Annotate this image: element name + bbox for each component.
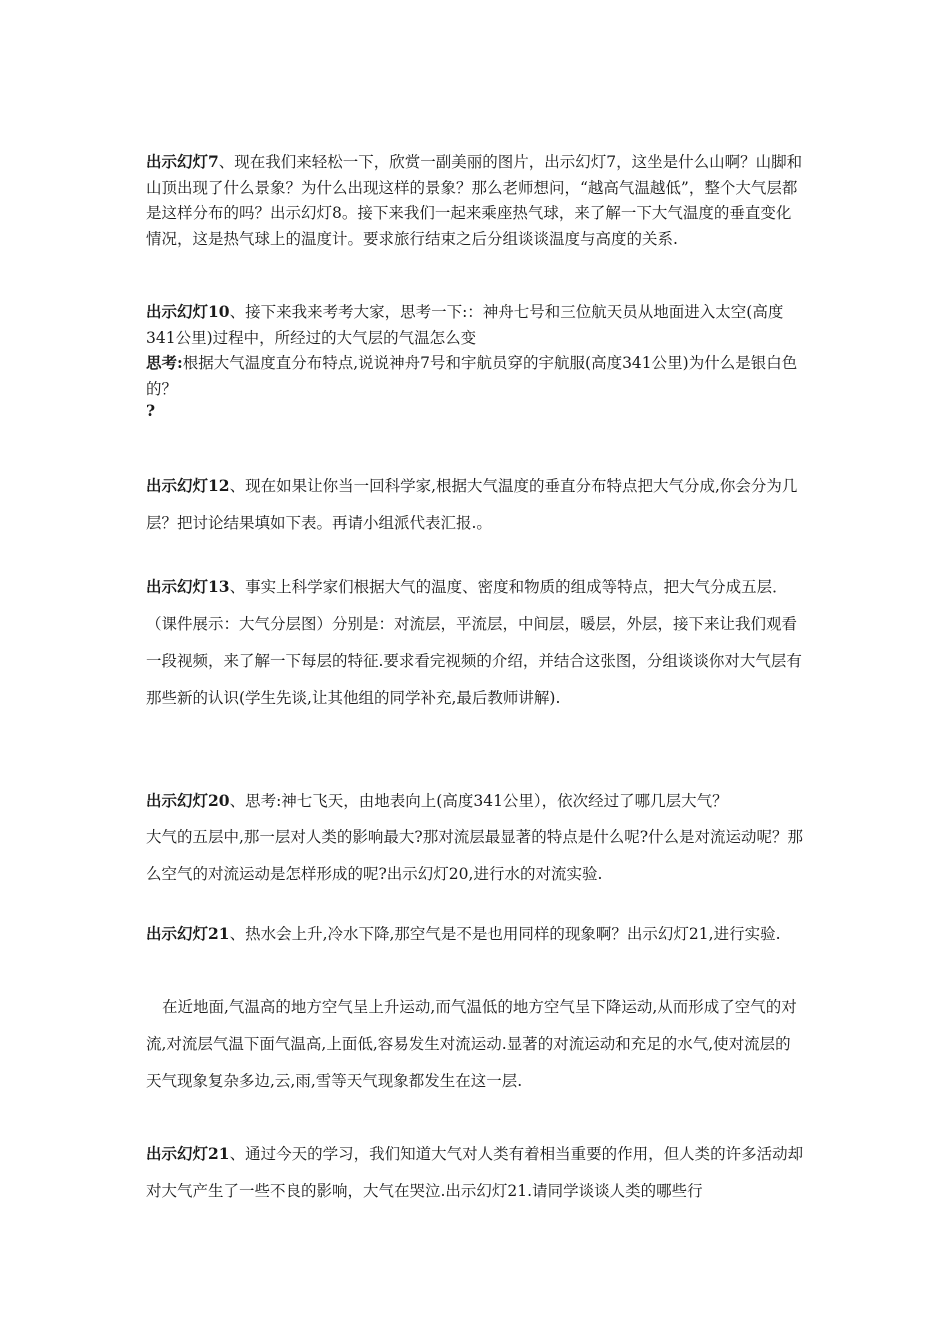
paragraph-text: 、事实上科学家们根据大气的温度、密度和物质的组成等特点，把大气分成五层．（课件展示：大气分层图）分别是：对流层，平流层，中间层，暖层，外层，接下来让我们观看一段视频，来了解一下每层的特征.要求看完视频的介绍，并结合这张图，分组谈谈你对大气层有那些新的认识(学生先谈,让其他组的同学补充,最后教师讲解). bbox=[146, 578, 802, 707]
think-label: 思考: bbox=[146, 353, 183, 372]
slide-label: 出示幻灯13 bbox=[146, 577, 230, 596]
paragraph-text: 、通过今天的学习，我们知道大气对人类有着相当重要的作用，但人类的许多活动却对大气产生了一些不良的影响，大气在哭泣.出示幻灯21.请同学谈谈人类的哪些行 bbox=[146, 1145, 804, 1200]
slide-label: 出示幻灯12 bbox=[146, 476, 230, 495]
paragraph-slide-21-summary bbox=[146, 1135, 806, 1210]
paragraph-slide-20 bbox=[146, 782, 806, 820]
paragraph-think bbox=[146, 350, 806, 402]
paragraph-text: 在近地面,气温高的地方空气呈上升运动,而气温低的地方空气呈下降运动,从而形成了空气的对流,对流层气温下面气温高,上面低,容易发生对流运动.显著的对流运动和充足的水气,使对流层的天气现象复杂多边,云,雨,雪等天气现象都发生在这一层. bbox=[146, 998, 797, 1090]
paragraph-slide-21-experiment bbox=[146, 915, 806, 953]
paragraph-text: 根据大气温度直分布特点,说说神舟7号和宇航员穿的宇航服(高度341公里)为什么是银白色的？ bbox=[146, 354, 798, 398]
paragraph-text: 、现在我们来轻松一下，欣赏一副美丽的图片，出示幻灯7，这坐是什么山啊？山脚和山顶出现了什么景象？为什么出现这样的景象？那么老师想问，“越高气温越低”，整个大气层都是这样分布的吗？出示幻灯8。接下来我们一起来乘座热气球，来了解一下大气温度的垂直变化情况，这是热气球上的温度计。要求旅行结束之后分组谈谈温度与高度的关系. bbox=[146, 153, 803, 248]
paragraph-text: 、思考:神七飞天，由地表向上(高度341公里），依次经过了哪几层大气？ bbox=[229, 792, 728, 810]
paragraph-slide-7 bbox=[146, 149, 806, 252]
paragraph-convection-explanation bbox=[146, 989, 806, 1100]
paragraph-slide-12 bbox=[146, 467, 806, 542]
paragraph-text: 、热水会上升,冷水下降,那空气是不是也用同样的现象啊？出示幻灯21,进行实验. bbox=[229, 925, 781, 943]
paragraph-convection-question bbox=[146, 819, 806, 893]
slide-label: 出示幻灯10 bbox=[146, 302, 230, 321]
slide-label: 出示幻灯21 bbox=[146, 1144, 230, 1163]
slide-label: 出示幻灯7 bbox=[146, 152, 219, 171]
paragraph-slide-13 bbox=[146, 568, 806, 717]
paragraph-slide-10 bbox=[146, 299, 806, 351]
paragraph-text: 大气的五层中,那一层对人类的影响最大?那对流层最显著的特点是什么呢?什么是对流运动呢？那么空气的对流运动是怎样形成的呢?出示幻灯20,进行水的对流实验. bbox=[146, 828, 804, 883]
paragraph-text: 、现在如果让你当一回科学家,根据大气温度的垂直分布特点把大气分成,你会分为几层？把讨论结果填如下表。再请小组派代表汇报.。 bbox=[146, 477, 798, 532]
slide-label: 出示幻灯20 bbox=[146, 791, 230, 810]
stray-question-mark: ? bbox=[146, 401, 156, 420]
paragraph-text: 、接下来我来考考大家，思考一下:：神舟七号和三位航天员从地面进入太空(高度341公里)过程中，所经过的大气层的气温怎么变 bbox=[146, 303, 784, 347]
slide-label: 出示幻灯21 bbox=[146, 924, 230, 943]
